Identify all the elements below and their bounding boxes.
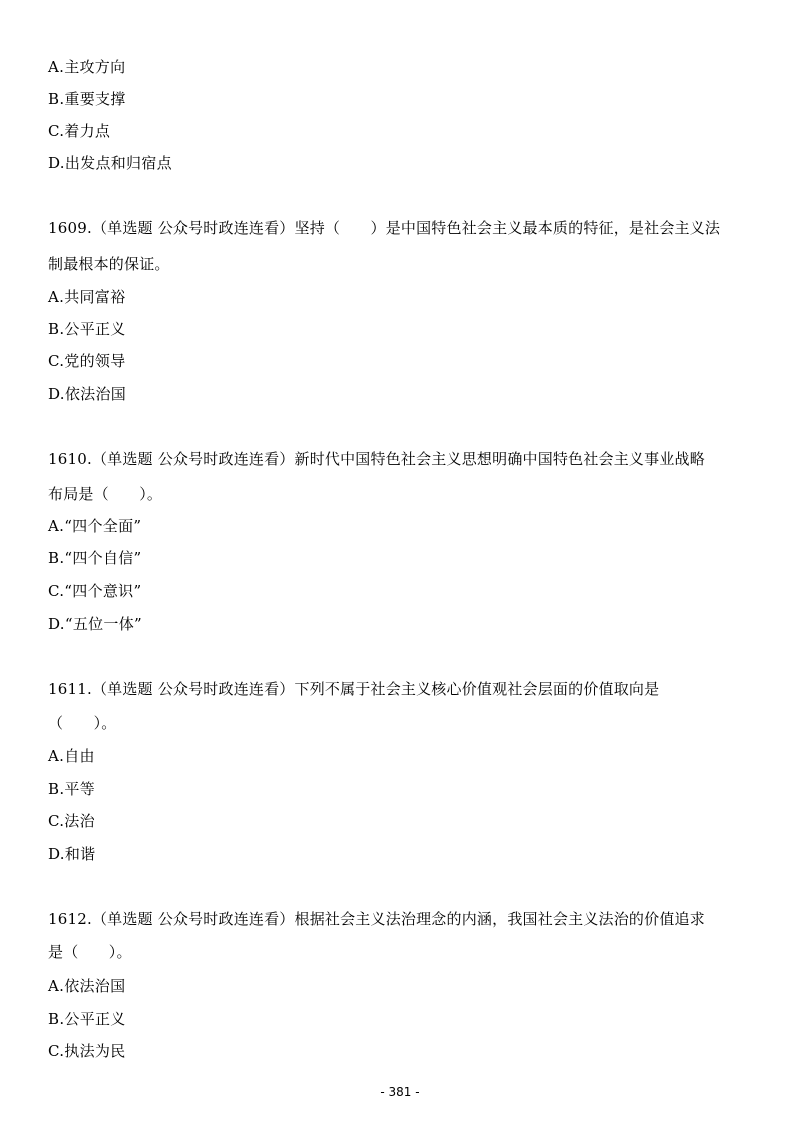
- question-1612-option-c: C.执法为民: [48, 1042, 126, 1060]
- question-1611-option-d: D.和谐: [48, 845, 96, 863]
- question-1611-option-a: A.自由: [48, 747, 95, 765]
- question-1610-stem-line2: 布局是（ ）。: [48, 485, 163, 503]
- question-1612-option-a: A.依法治国: [48, 977, 126, 995]
- question-1609-stem-line2: 制最根本的保证。: [48, 255, 170, 273]
- question-1609-option-b: B.公平正义: [48, 320, 126, 338]
- question-1610-option-b: B.“四个自信”: [48, 549, 142, 567]
- question-1612-stem-line2: 是（ ）。: [48, 943, 132, 961]
- question-1610-stem-line1: 1610.（单选题 公众号时政连连看）新时代中国特色社会主义思想明确中国特色社会主义事业战略: [48, 450, 705, 468]
- question-1611-option-c: C.法治: [48, 812, 95, 830]
- prev-option-a: A.主攻方向: [48, 58, 126, 76]
- question-1609-option-c: C.党的领导: [48, 352, 126, 370]
- prev-option-c: C.着力点: [48, 122, 111, 140]
- question-1611-option-b: B.平等: [48, 780, 95, 798]
- question-1609-option-a: A.共同富裕: [48, 288, 126, 306]
- page-number: - 381 -: [380, 1085, 420, 1099]
- question-1610-option-d: D.“五位一体”: [48, 615, 142, 633]
- prev-option-d: D.出发点和归宿点: [48, 154, 172, 172]
- question-1609-stem-line1: 1609.（单选题 公众号时政连连看）坚持（ ）是中国特色社会主义最本质的特征，是社会主义法: [48, 219, 721, 237]
- question-1611-stem-line2: （ ）。: [48, 714, 117, 732]
- prev-option-b: B.重要支撑: [48, 90, 126, 108]
- question-1610-option-c: C.“四个意识”: [48, 582, 142, 600]
- question-1611-stem-line1: 1611.（单选题 公众号时政连连看）下列不属于社会主义核心价值观社会层面的价值取向是: [48, 680, 660, 698]
- question-1612-option-b: B.公平正义: [48, 1010, 126, 1028]
- question-1610-option-a: A.“四个全面”: [48, 517, 142, 535]
- question-1612-stem-line1: 1612.（单选题 公众号时政连连看）根据社会主义法治理念的内涵，我国社会主义法治的价值追求: [48, 910, 705, 928]
- question-1609-option-d: D.依法治国: [48, 385, 127, 403]
